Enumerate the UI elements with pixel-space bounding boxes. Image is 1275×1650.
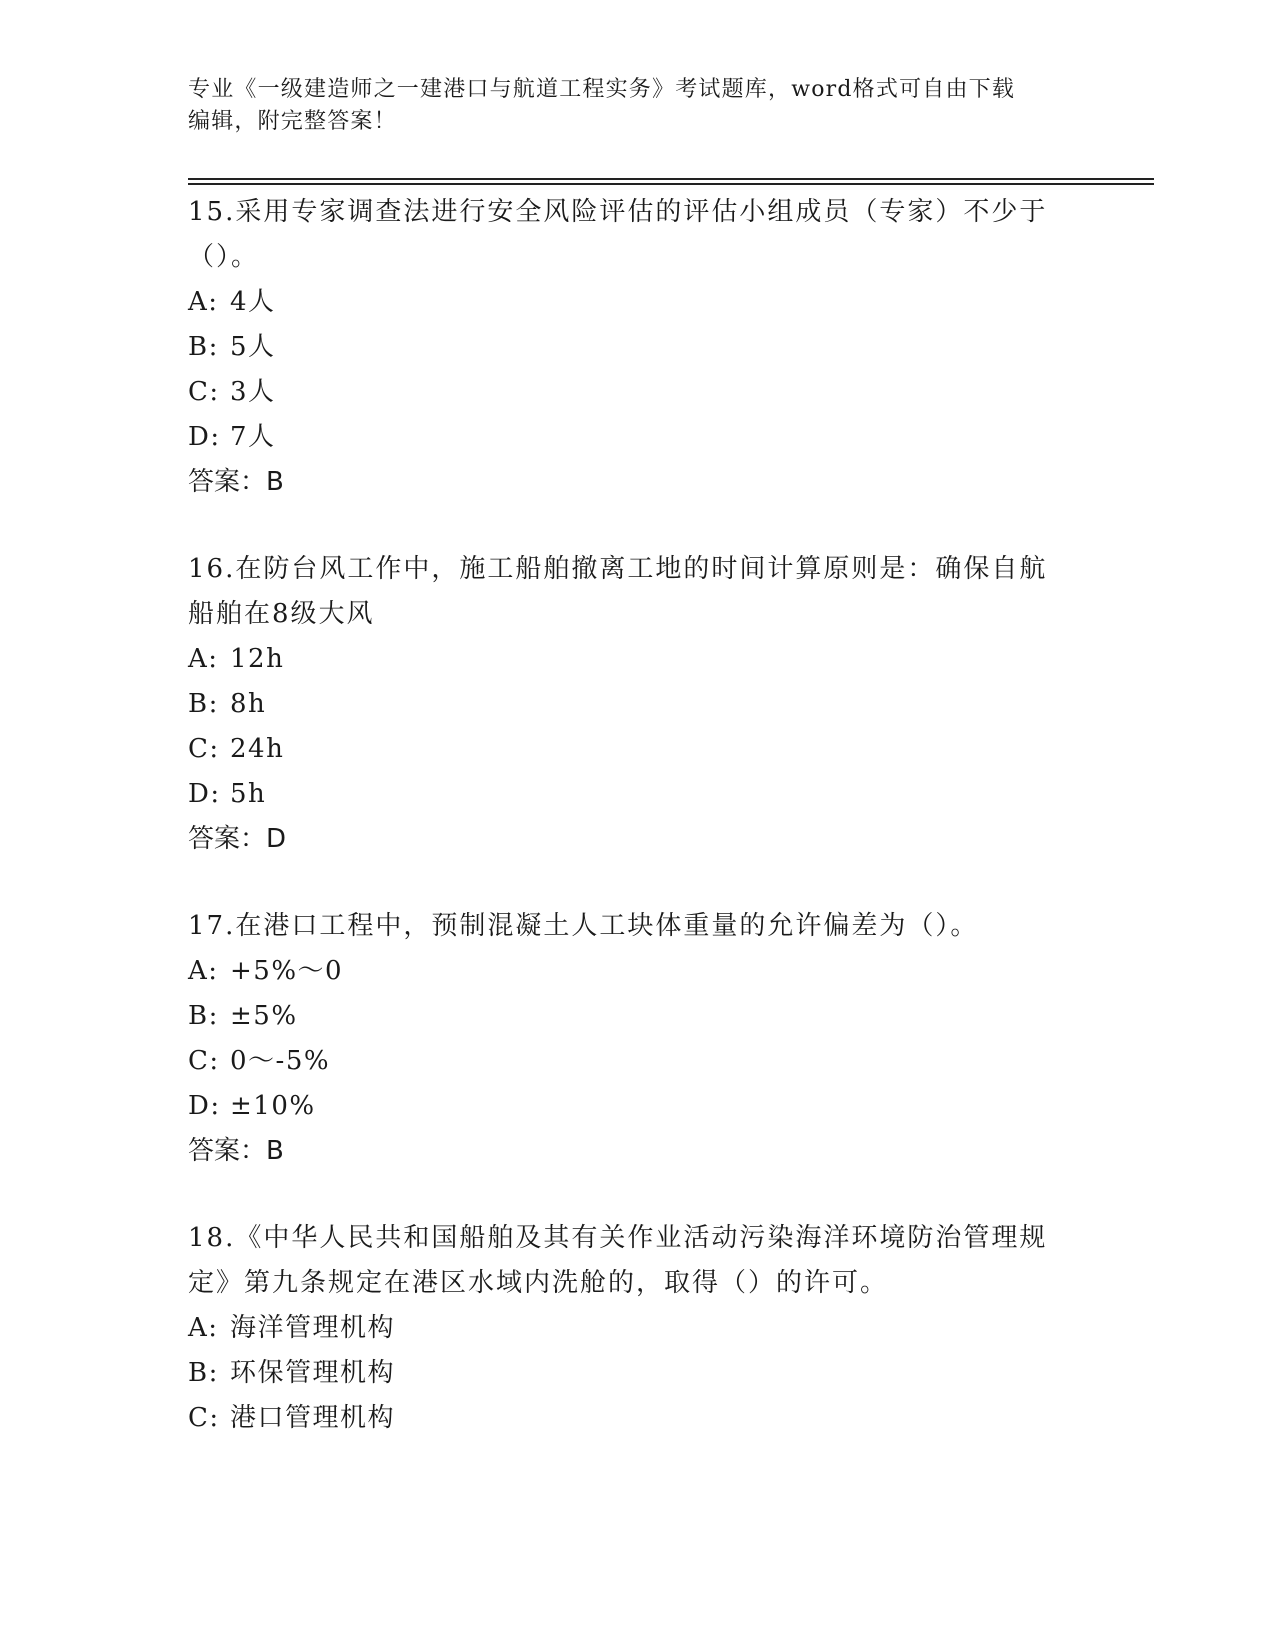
answer-option [188, 949, 1088, 994]
question-block [188, 190, 1088, 505]
option-text: 12h [230, 644, 285, 674]
question-text: （）。 [188, 242, 260, 272]
option-letter: A: [188, 1313, 219, 1343]
option-text: 环保管理机构 [230, 1358, 396, 1388]
option-text: 8h [230, 689, 267, 719]
answer-option [188, 637, 1088, 682]
answer-option [188, 325, 1088, 370]
answer-option [188, 1306, 1088, 1351]
option-letter: D: [188, 422, 221, 452]
question-text: 17.在港口工程中，预制混凝土人工块体重量的允许偏差为（）。 [188, 911, 979, 941]
answer-key: 答案：D [188, 824, 287, 854]
option-letter: B: [188, 332, 219, 362]
option-letter: C: [188, 734, 220, 764]
option-text: 港口管理机构 [230, 1403, 396, 1433]
option-letter: D: [188, 1091, 221, 1121]
option-text: 0～-5% [230, 1046, 331, 1076]
answer-option [188, 1351, 1088, 1396]
option-letter: C: [188, 1403, 220, 1433]
question-text: 15.采用专家调查法进行安全风险评估的评估小组成员（专家）不少于 [188, 197, 1048, 227]
option-letter: C: [188, 377, 220, 407]
question-text: 18.《中华人民共和国船舶及其有关作业活动污染海洋环境防治管理规 [188, 1223, 1048, 1253]
answer-option [188, 415, 1088, 460]
question-block [188, 1216, 1088, 1441]
question-block [188, 547, 1088, 862]
option-letter: B: [188, 1358, 219, 1388]
option-text: 海洋管理机构 [230, 1313, 396, 1343]
header-line-1: 专业《一级建造师之一建港口与航道工程实务》考试题库，word格式可自由下载 [188, 77, 1016, 102]
option-text: 24h [230, 734, 285, 764]
answer-option [188, 370, 1088, 415]
question-text: 定》第九条规定在港区水域内洗舱的，取得（）的许可。 [188, 1268, 889, 1298]
answer-option [188, 280, 1088, 325]
answer-option [188, 772, 1088, 817]
header-line-2: 编辑，附完整答案！ [188, 109, 397, 134]
question-text: 船舶在8级大风 [188, 599, 375, 629]
question-block [188, 904, 1088, 1174]
option-text: 4人 [230, 287, 276, 317]
option-letter: A: [188, 644, 219, 674]
option-text: 5h [230, 779, 267, 809]
answer-option [188, 1084, 1088, 1129]
option-text: ±5% [230, 1001, 298, 1031]
header-divider-top [188, 178, 1154, 180]
option-letter: D: [188, 779, 221, 809]
answer-key: 答案：B [188, 467, 284, 497]
answer-option [188, 1396, 1088, 1441]
answer-option [188, 1039, 1088, 1084]
option-letter: B: [188, 1001, 219, 1031]
option-letter: B: [188, 689, 219, 719]
header-divider-bottom [188, 183, 1154, 185]
option-text: ±10% [230, 1091, 316, 1121]
option-text: 7人 [230, 422, 276, 452]
option-text: 3人 [230, 377, 276, 407]
answer-key: 答案：B [188, 1136, 284, 1166]
answer-option [188, 727, 1088, 772]
option-letter: A: [188, 287, 219, 317]
option-letter: A: [188, 956, 219, 986]
question-text: 16.在防台风工作中，施工船舶撤离工地的时间计算原则是：确保自航 [188, 554, 1048, 584]
answer-option [188, 994, 1088, 1039]
option-text: 5人 [230, 332, 276, 362]
option-letter: C: [188, 1046, 220, 1076]
document-header [188, 74, 1068, 138]
option-text: +5%～0 [230, 956, 344, 986]
question-list [188, 190, 1088, 1483]
answer-option [188, 682, 1088, 727]
